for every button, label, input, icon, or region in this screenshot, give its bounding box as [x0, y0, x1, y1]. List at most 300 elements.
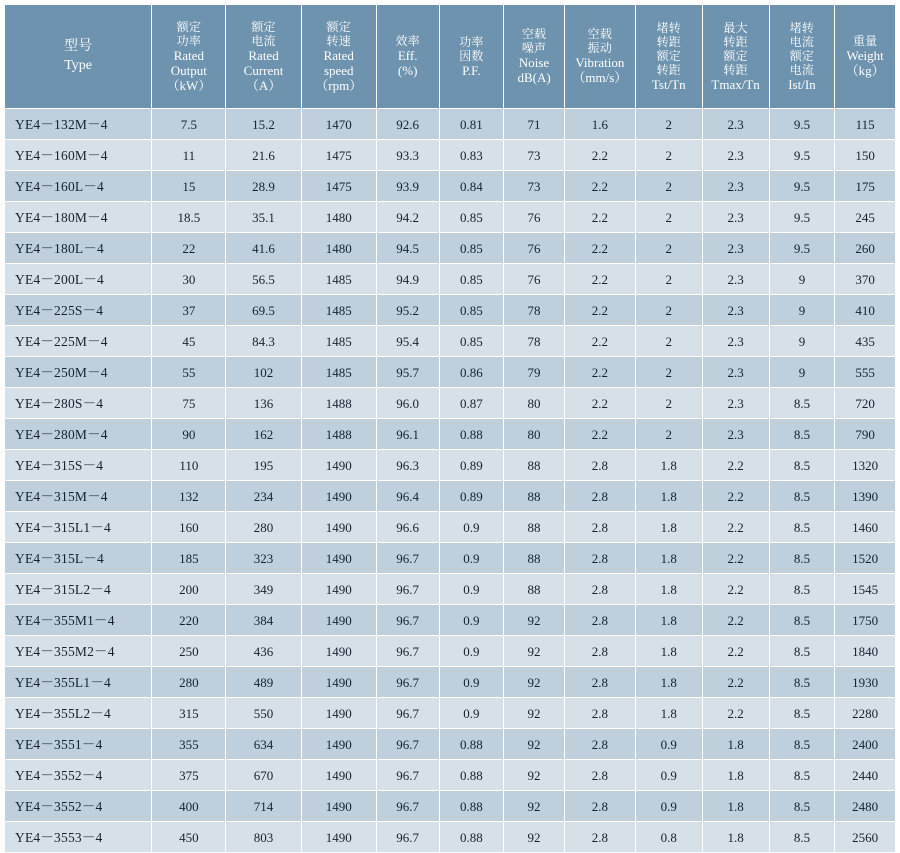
cell-value: 0.9: [439, 574, 504, 605]
table-row: [5, 264, 896, 295]
table-body: [5, 109, 896, 853]
cell-value: 2.2: [702, 481, 769, 512]
cell-value: 69.5: [226, 295, 301, 326]
cell-value: 0.89: [439, 481, 504, 512]
motor-spec-table: [4, 4, 896, 853]
cell-value: 0.88: [439, 822, 504, 853]
cell-value: 45: [152, 326, 226, 357]
column-header-7: [564, 5, 635, 109]
cell-value: 0.85: [439, 233, 504, 264]
cell-value: 96.3: [376, 450, 439, 481]
cell-value: 160: [152, 512, 226, 543]
cell-value: 2440: [835, 760, 896, 791]
cell-value: 375: [152, 760, 226, 791]
column-header-en: dB(A): [517, 70, 551, 85]
cell-value: 73: [504, 171, 565, 202]
cell-value: 92.6: [376, 109, 439, 140]
cell-value: 234: [226, 481, 301, 512]
cell-value: 96.7: [376, 636, 439, 667]
cell-value: 0.85: [439, 326, 504, 357]
cell-value: 0.9: [439, 667, 504, 698]
cell-value: 1840: [835, 636, 896, 667]
cell-type: YE4－280S－4: [5, 388, 152, 419]
cell-value: 1.8: [635, 698, 702, 729]
cell-value: 2.3: [702, 419, 769, 450]
cell-value: 8.5: [769, 636, 835, 667]
cell-type: YE4－180M－4: [5, 202, 152, 233]
cell-type: YE4－315L2－4: [5, 574, 152, 605]
cell-value: 1488: [301, 388, 376, 419]
cell-value: 78: [504, 326, 565, 357]
column-header-en: Tmax/Tn: [711, 76, 760, 92]
cell-value: 1.8: [635, 543, 702, 574]
cell-value: 84.3: [226, 326, 301, 357]
column-header-cn: 转距: [723, 34, 748, 49]
cell-value: 790: [835, 419, 896, 450]
cell-value: 1.6: [564, 109, 635, 140]
cell-value: 1490: [301, 512, 376, 543]
cell-value: 489: [226, 667, 301, 698]
cell-value: 96.7: [376, 822, 439, 853]
cell-type: YE4－315L－4: [5, 543, 152, 574]
cell-value: 9: [769, 357, 835, 388]
cell-value: 1490: [301, 822, 376, 853]
column-header-2: [226, 5, 301, 109]
table-row: [5, 295, 896, 326]
cell-value: 0.83: [439, 140, 504, 171]
cell-value: 2: [635, 140, 702, 171]
column-header-cn: 额定: [723, 48, 748, 63]
column-header-en: Eff.: [397, 48, 418, 63]
table-row: [5, 574, 896, 605]
cell-value: 2.2: [564, 326, 635, 357]
cell-value: 185: [152, 543, 226, 574]
cell-value: 1470: [301, 109, 376, 140]
column-header-6: [504, 5, 565, 109]
table-header: [5, 5, 896, 109]
cell-value: 280: [226, 512, 301, 543]
cell-value: 0.85: [439, 295, 504, 326]
cell-value: 1480: [301, 202, 376, 233]
cell-value: 2.3: [702, 295, 769, 326]
table-row: [5, 605, 896, 636]
cell-value: 0.87: [439, 388, 504, 419]
cell-value: 2.8: [564, 481, 635, 512]
table-row: [5, 140, 896, 171]
cell-value: 8.5: [769, 543, 835, 574]
cell-value: 370: [835, 264, 896, 295]
column-header-cn: 额定: [176, 19, 202, 34]
cell-type: YE4－160M－4: [5, 140, 152, 171]
cell-value: 2: [635, 388, 702, 419]
table-row: [5, 729, 896, 760]
cell-value: 9.5: [769, 109, 835, 140]
column-header-cn: 电流: [789, 62, 815, 77]
cell-value: 260: [835, 233, 896, 264]
cell-value: 450: [152, 822, 226, 853]
cell-value: 1490: [301, 574, 376, 605]
cell-value: 2.8: [564, 698, 635, 729]
cell-value: 1545: [835, 574, 896, 605]
column-header-cn: 额定: [789, 48, 815, 63]
cell-value: 93.3: [376, 140, 439, 171]
cell-value: 1460: [835, 512, 896, 543]
column-header-en: Vibration: [575, 55, 625, 70]
cell-value: 2.2: [702, 605, 769, 636]
cell-value: 2.2: [702, 574, 769, 605]
cell-value: 0.88: [439, 419, 504, 450]
cell-value: 1.8: [635, 605, 702, 636]
column-header-en: Noise: [518, 55, 550, 70]
column-header-cn: 效率: [395, 34, 420, 48]
cell-value: 2.2: [564, 388, 635, 419]
cell-value: 11: [152, 140, 226, 171]
column-header-3: [301, 5, 376, 109]
cell-value: 96.4: [376, 481, 439, 512]
cell-value: 15: [152, 171, 226, 202]
cell-value: 2.2: [702, 543, 769, 574]
table-row: [5, 326, 896, 357]
cell-value: 0.81: [439, 109, 504, 140]
cell-value: 1490: [301, 605, 376, 636]
cell-value: 88: [504, 512, 565, 543]
cell-value: 2.2: [702, 636, 769, 667]
cell-value: 96.7: [376, 729, 439, 760]
table-row: [5, 698, 896, 729]
cell-value: 96.6: [376, 512, 439, 543]
cell-value: 323: [226, 543, 301, 574]
cell-value: 2560: [835, 822, 896, 853]
cell-value: 8.5: [769, 481, 835, 512]
cell-value: 9.5: [769, 202, 835, 233]
cell-value: 92: [504, 698, 565, 729]
cell-value: 41.6: [226, 233, 301, 264]
cell-value: 2.2: [564, 233, 635, 264]
cell-value: 1520: [835, 543, 896, 574]
cell-value: 2.2: [702, 450, 769, 481]
cell-value: 8.5: [769, 388, 835, 419]
cell-value: 102: [226, 357, 301, 388]
cell-value: 96.7: [376, 667, 439, 698]
cell-value: 2.3: [702, 171, 769, 202]
column-header-cn: 最大: [723, 20, 748, 35]
cell-value: 435: [835, 326, 896, 357]
cell-value: 8.5: [769, 791, 835, 822]
cell-value: 30: [152, 264, 226, 295]
column-header-cn: 转距: [656, 34, 681, 49]
cell-value: 95.7: [376, 357, 439, 388]
cell-value: 2.3: [702, 140, 769, 171]
cell-value: 92: [504, 605, 565, 636]
cell-value: 550: [226, 698, 301, 729]
cell-type: YE4－3551－4: [5, 729, 152, 760]
cell-value: 1.8: [635, 481, 702, 512]
cell-type: YE4－280M－4: [5, 419, 152, 450]
cell-value: 73: [504, 140, 565, 171]
cell-value: 79: [504, 357, 565, 388]
column-header-11: [835, 5, 896, 109]
cell-value: 2.3: [702, 233, 769, 264]
cell-value: 714: [226, 791, 301, 822]
column-header-9: [702, 5, 769, 109]
column-header-cn: 因数: [459, 48, 484, 63]
cell-value: 1.8: [702, 791, 769, 822]
cell-value: 2.3: [702, 264, 769, 295]
cell-value: 2: [635, 326, 702, 357]
cell-type: YE4－225M－4: [5, 326, 152, 357]
column-header-en: （kg）: [845, 63, 885, 78]
column-header-cn: 空载: [587, 27, 613, 41]
cell-value: 2.2: [564, 357, 635, 388]
cell-value: 720: [835, 388, 896, 419]
cell-value: 1485: [301, 357, 376, 388]
cell-value: 0.9: [439, 605, 504, 636]
cell-value: 93.9: [376, 171, 439, 202]
cell-value: 355: [152, 729, 226, 760]
cell-value: 95.4: [376, 326, 439, 357]
column-header-8: [635, 5, 702, 109]
cell-value: 8.5: [769, 667, 835, 698]
cell-value: 1490: [301, 450, 376, 481]
cell-value: 2: [635, 295, 702, 326]
cell-value: 220: [152, 605, 226, 636]
cell-value: 195: [226, 450, 301, 481]
cell-value: 2.8: [564, 450, 635, 481]
cell-value: 175: [835, 171, 896, 202]
cell-value: 2.8: [564, 729, 635, 760]
cell-value: 2.8: [564, 605, 635, 636]
cell-value: 8.5: [769, 419, 835, 450]
cell-value: 2: [635, 109, 702, 140]
cell-value: 37: [152, 295, 226, 326]
cell-value: 28.9: [226, 171, 301, 202]
cell-value: 56.5: [226, 264, 301, 295]
column-header-4: [376, 5, 439, 109]
cell-value: 110: [152, 450, 226, 481]
cell-value: 2: [635, 202, 702, 233]
cell-value: 2.2: [564, 295, 635, 326]
cell-value: 1490: [301, 636, 376, 667]
cell-value: 2.3: [702, 388, 769, 419]
cell-value: 1485: [301, 295, 376, 326]
cell-value: 1475: [301, 140, 376, 171]
column-header-en: speed: [323, 62, 354, 78]
cell-value: 2.8: [564, 667, 635, 698]
cell-value: 88: [504, 481, 565, 512]
column-header-en: （mm/s）: [572, 70, 628, 85]
cell-value: 15.2: [226, 109, 301, 140]
table-row: [5, 357, 896, 388]
cell-value: 2.8: [564, 512, 635, 543]
cell-value: 35.1: [226, 202, 301, 233]
cell-value: 0.9: [635, 791, 702, 822]
cell-type: YE4－180L－4: [5, 233, 152, 264]
cell-value: 92: [504, 667, 565, 698]
cell-type: YE4－355L1－4: [5, 667, 152, 698]
cell-value: 8.5: [769, 729, 835, 760]
cell-value: 2280: [835, 698, 896, 729]
cell-value: 2: [635, 233, 702, 264]
column-header-cn: 重量: [852, 34, 878, 48]
cell-value: 8.5: [769, 760, 835, 791]
cell-value: 0.9: [439, 512, 504, 543]
column-header-5: [439, 5, 504, 109]
cell-value: 8.5: [769, 605, 835, 636]
cell-type: YE4－250M－4: [5, 357, 152, 388]
cell-value: 94.5: [376, 233, 439, 264]
cell-value: 132: [152, 481, 226, 512]
column-header-en: Type: [64, 58, 93, 73]
cell-value: 115: [835, 109, 896, 140]
cell-value: 250: [152, 636, 226, 667]
cell-value: 0.9: [439, 698, 504, 729]
cell-value: 2: [635, 264, 702, 295]
cell-value: 2.2: [564, 140, 635, 171]
column-header-cn: 空载: [521, 27, 547, 41]
cell-value: 76: [504, 202, 565, 233]
table-row: [5, 419, 896, 450]
cell-value: 2.2: [564, 171, 635, 202]
cell-value: 1490: [301, 729, 376, 760]
cell-value: 88: [504, 543, 565, 574]
column-header-cn: 堵转: [656, 20, 681, 35]
cell-value: 8.5: [769, 822, 835, 853]
cell-value: 94.2: [376, 202, 439, 233]
column-header-cn: 振动: [587, 41, 613, 55]
cell-value: 0.9: [635, 760, 702, 791]
cell-type: YE4－225S－4: [5, 295, 152, 326]
column-header-en: Output: [170, 62, 207, 78]
cell-value: 92: [504, 760, 565, 791]
column-header-en: Rated: [248, 47, 279, 63]
cell-value: 9.5: [769, 233, 835, 264]
column-header-en: Rated: [323, 47, 354, 63]
cell-value: 76: [504, 233, 565, 264]
cell-value: 2.3: [702, 357, 769, 388]
cell-type: YE4－355M1－4: [5, 605, 152, 636]
cell-value: 1485: [301, 264, 376, 295]
table-header-row: [5, 5, 896, 109]
column-header-cn: 功率: [176, 33, 202, 48]
column-header-en: Weight: [846, 48, 884, 63]
column-header-cn: 电流: [251, 33, 276, 48]
cell-value: 18.5: [152, 202, 226, 233]
cell-value: 92: [504, 822, 565, 853]
cell-value: 1.8: [635, 667, 702, 698]
column-header-cn: 额定: [251, 19, 276, 34]
cell-value: 1.8: [702, 822, 769, 853]
cell-value: 2400: [835, 729, 896, 760]
cell-value: 55: [152, 357, 226, 388]
cell-value: 92: [504, 729, 565, 760]
cell-value: 1.8: [702, 729, 769, 760]
cell-value: 1490: [301, 760, 376, 791]
cell-value: 0.88: [439, 791, 504, 822]
table-row: [5, 171, 896, 202]
cell-value: 0.84: [439, 171, 504, 202]
table-row: [5, 388, 896, 419]
cell-value: 1.8: [635, 512, 702, 543]
table-row: [5, 233, 896, 264]
cell-value: 2.2: [564, 419, 635, 450]
cell-value: 96.7: [376, 605, 439, 636]
cell-value: 96.1: [376, 419, 439, 450]
cell-value: 96.7: [376, 760, 439, 791]
cell-value: 8.5: [769, 698, 835, 729]
column-header-1: [152, 5, 226, 109]
cell-value: 2.2: [564, 202, 635, 233]
column-header-0: [5, 5, 152, 109]
table-row: [5, 760, 896, 791]
cell-type: YE4－355L2－4: [5, 698, 152, 729]
cell-value: 1490: [301, 543, 376, 574]
cell-value: 1488: [301, 419, 376, 450]
cell-value: 95.2: [376, 295, 439, 326]
cell-value: 2.8: [564, 791, 635, 822]
cell-value: 0.85: [439, 264, 504, 295]
column-header-en: Tst/Tn: [651, 76, 686, 92]
cell-type: YE4－3553－4: [5, 822, 152, 853]
cell-value: 200: [152, 574, 226, 605]
cell-value: 150: [835, 140, 896, 171]
cell-value: 2.2: [702, 698, 769, 729]
cell-value: 96.0: [376, 388, 439, 419]
column-header-cn: 转速: [326, 33, 351, 48]
cell-value: 92: [504, 636, 565, 667]
cell-value: 2.8: [564, 574, 635, 605]
cell-value: 245: [835, 202, 896, 233]
cell-value: 9.5: [769, 171, 835, 202]
cell-value: 92: [504, 791, 565, 822]
column-header-cn: 额定: [326, 19, 351, 34]
cell-value: 8.5: [769, 450, 835, 481]
column-header-en: Current: [243, 62, 284, 78]
cell-value: 88: [504, 574, 565, 605]
cell-value: 1490: [301, 698, 376, 729]
cell-type: YE4－315M－4: [5, 481, 152, 512]
cell-type: YE4－3552－4: [5, 791, 152, 822]
cell-type: YE4－3552－4: [5, 760, 152, 791]
cell-value: 0.88: [439, 729, 504, 760]
cell-value: 555: [835, 357, 896, 388]
cell-value: 90: [152, 419, 226, 450]
cell-value: 1480: [301, 233, 376, 264]
cell-value: 349: [226, 574, 301, 605]
column-header-en: （rpm）: [315, 77, 363, 93]
cell-value: 1930: [835, 667, 896, 698]
cell-value: 0.8: [635, 822, 702, 853]
cell-value: 1485: [301, 326, 376, 357]
cell-value: 1490: [301, 791, 376, 822]
cell-value: 2.3: [702, 326, 769, 357]
cell-value: 1750: [835, 605, 896, 636]
cell-value: 94.9: [376, 264, 439, 295]
table-row: [5, 636, 896, 667]
cell-value: 2.8: [564, 636, 635, 667]
cell-value: 1.8: [635, 574, 702, 605]
cell-value: 2.2: [702, 667, 769, 698]
cell-value: 22: [152, 233, 226, 264]
cell-value: 80: [504, 388, 565, 419]
cell-value: 1475: [301, 171, 376, 202]
table-row: [5, 450, 896, 481]
cell-value: 162: [226, 419, 301, 450]
cell-value: 96.7: [376, 543, 439, 574]
cell-value: 2.8: [564, 760, 635, 791]
column-header-cn: 堵转: [789, 20, 815, 35]
cell-value: 0.9: [439, 636, 504, 667]
column-header-cn: 型号: [63, 38, 93, 54]
